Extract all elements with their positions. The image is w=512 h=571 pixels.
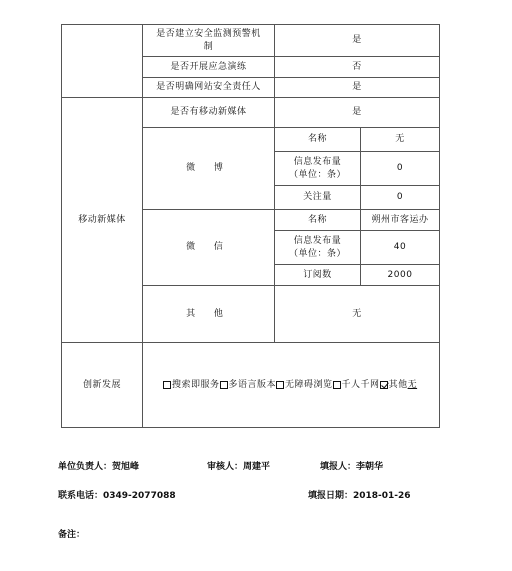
emergency-drill-value: 否 (274, 56, 440, 78)
other-label: 其 他 (142, 285, 275, 343)
safety-monitor-label: 是否建立安全监测预警机制 (142, 24, 275, 57)
report-table (61, 24, 440, 428)
checkbox-icon[interactable] (333, 381, 341, 389)
weibo-name-label: 名称 (274, 127, 361, 152)
mobile-media-section: 移动新媒体 (61, 97, 143, 343)
unit-head: 单位负责人：贺旭峰 (58, 462, 140, 472)
fill-date: 填报日期：2018-01-26 (308, 491, 411, 501)
wechat-subs-label: 订阅数 (274, 264, 361, 286)
has-mobile-media-value: 是 (274, 97, 440, 128)
contact-phone: 联系电话：0349-2077088 (58, 491, 176, 501)
emergency-drill-label: 是否开展应急演练 (142, 56, 275, 78)
option-accessibility[interactable]: 无障碍浏览 (276, 379, 333, 392)
weibo-label: 微 博 (142, 127, 275, 210)
innovation-options-list (163, 379, 439, 392)
option-personalized[interactable]: 千人千网 (333, 379, 380, 392)
other-value: 无 (274, 285, 440, 343)
weibo-posts-value: 0 (360, 151, 440, 186)
option-other[interactable]: 其他 (380, 379, 408, 392)
wechat-name-value: 朔州市客运办 (360, 209, 440, 231)
safety-monitor-value: 是 (274, 24, 440, 57)
weibo-follows-value: 0 (360, 185, 440, 210)
has-mobile-media-label: 是否有移动新媒体 (142, 97, 275, 128)
site-owner-label: 是否明确网站安全责任人 (142, 77, 275, 98)
checkbox-icon[interactable] (220, 381, 228, 389)
remark: 备注： (58, 530, 86, 540)
site-owner-value: 是 (274, 77, 440, 98)
checked-checkbox-icon[interactable] (380, 381, 388, 389)
option-multilingual[interactable]: 多语言版本 (220, 379, 277, 392)
filler: 填报人：李朝华 (320, 462, 384, 472)
checkbox-icon[interactable] (276, 381, 284, 389)
reviewer: 审核人：周建平 (207, 462, 271, 472)
innovation-label: 创新发展 (61, 342, 143, 428)
innovation-options (142, 342, 440, 428)
other-text: 无 (407, 379, 418, 390)
weibo-name-value: 无 (360, 127, 440, 152)
wechat-label: 微 信 (142, 209, 275, 286)
wechat-subs-value: 2000 (360, 264, 440, 286)
option-search-service[interactable]: 搜索即服务 (163, 379, 220, 392)
wechat-name-label: 名称 (274, 209, 361, 231)
wechat-posts-value: 40 (360, 230, 440, 265)
checkbox-icon[interactable] (163, 381, 171, 389)
wechat-posts-label: 信息发布量（单位：条） (274, 230, 361, 265)
weibo-follows-label: 关注量 (274, 185, 361, 210)
weibo-posts-label: 信息发布量（单位：条） (274, 151, 361, 186)
blank-left-top (61, 24, 143, 98)
